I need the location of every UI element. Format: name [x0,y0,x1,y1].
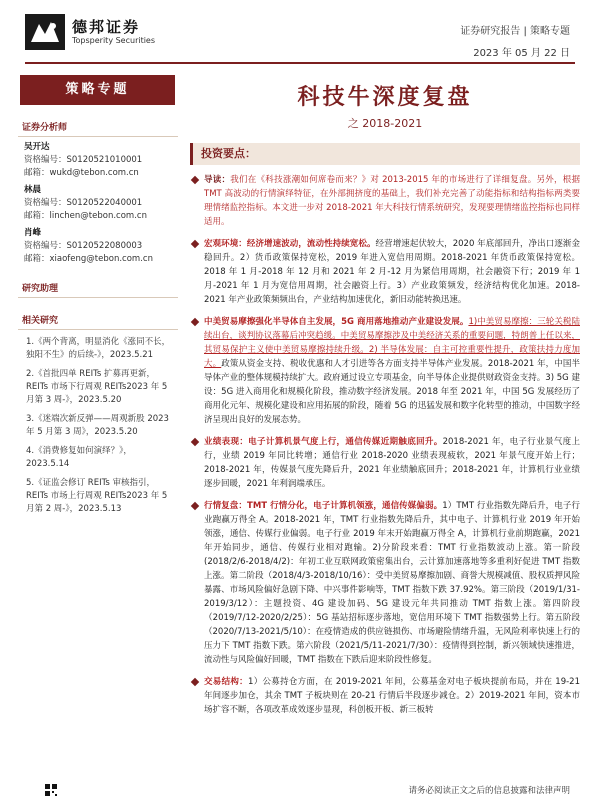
paragraph-intro [190,173,580,229]
report-date: 2023 年 05 月 22 日 [473,48,570,59]
para-highlight: 1)中美贸易摩擦：三轮关税陆续出台，谈判协议落幕后冲突趋缓。中美贸易摩擦涉及中美经济关系的重要问题，特朗普上任以来，其贸易保护主义使中美贸易摩擦持续升级。2) 半导体发展：自主可控重要性提升，政策扶持力度加大。 [204,317,580,369]
analyst-name: 林晨 [24,185,42,195]
diamond-bullet-icon [191,438,199,446]
header-divider [25,62,575,64]
analyst-name: 吴开达 [24,142,50,152]
diamond-bullet-icon [191,240,199,248]
qr-code-icon [45,784,57,796]
analyst-block [18,141,178,266]
analyst-heading: 证券分析师 [18,117,178,137]
analyst-cert: 资格编号：S0120522080003 [24,241,143,251]
diamond-bullet-icon [191,176,199,184]
diamond-bullet-icon [191,502,199,510]
analyst-cert: 资格编号：S0120522040001 [24,198,143,208]
page-footer [0,780,600,800]
para-text: 政策从资金支持、税收优惠和人才引进等各方面支持半导体产业发展。2018-2021 年，中国半导体产业的整体规模持续扩大。政府通过设立专项基金，向半导体企业提供财政资金支持。3) 5G 建设：5G 进入商用化和规模化阶段，推动数字经济发展。2018 年至 2021 年，中国 5G 发展经历了商用化元年、规模化建设和应用拓展的阶段，随着 5G 的迅猛发展和数字化转型的推动，中国数字经济呈现出良好的发展态势。 [204,359,580,425]
para-lead: 交易结构： [204,677,248,687]
related-heading: 相关研究 [18,310,178,330]
diamond-bullet-icon [191,678,199,686]
related-item[interactable]: 3.《迷端次新反弹——周观新股 2023 年 5 月第 3 周》，2023.5.20 [26,414,169,437]
analyst-email[interactable]: 邮箱：linchen@tebon.com.cn [24,211,147,221]
paragraph-industry [190,315,580,427]
paragraph-structure [190,675,580,717]
para-highlight: 我们在《科技涨潮如何席卷而来？》对 2013-2015 年的市场进行了详细复盘。另外，根据 TMT 高波动的行情演绎特征，在外部拥挤度的基础上，我们补充完善了动能指标和结构指标两类要理情绪监控指标。本文进一步对 2018-2021 年大科技行情系统研究，发现要理情绪监控指标也同样适用。 [204,175,580,227]
brand-name-cn: 德邦证券 [72,18,141,36]
paragraph-earnings [190,435,580,491]
paragraph-macro [190,237,580,307]
related-item[interactable]: 4.《消费修复如何演绎？》，2023.5.14 [26,446,132,469]
sidebar [18,70,178,770]
page-title: 科技牛深度复盘 [297,85,473,110]
para-text: 1）TMT 行业指数先降后升，电子行业跑赢万得全 A。2018-2021 年，TMT 行业指数先降后升，其中电子、计算机行业 2019 年开始领涨，通信、传媒行业偏弱。电子行业 2019 年末开始跑赢万得全 A，计算机行业前期跑赢，2021 年开始同步，通信、传媒行业相对跑输。2)分阶段来看：TMT 行业指数波动上涨。第一阶段(2018/2/6-2018/4/2)：年初工业互联网政策密集出台，云计算加速落地等多重利好促进 TMT 指数上涨。第二阶段（2018/4/3-2018/10/16）：受中美贸易摩擦加剧、商誉大规模减值、股权质押风险暴露、市场风险偏好急剧下降、中兴事件影响等，TMT 指数下跌 37.92%。第三阶段（2019/1/31-2019/3/12）：主题投资、4G 建设加码、5G 建设元年共同推动 TMT 指数上涨。第四阶段（2019/7/12-2020/2/25）：5G 基站招标逐步落地，宽信用环境下 TMT 指数强势上行。第五阶段（2020/7/13-2021/5/10）：在疫情造成的供应链损伤、市场避险情绪升温，无风险利率快速上行的压力下 TMT 指数下跌。第六阶段（2021/5/11-2021/7/30）：疫情得到控制，新兴领域快速推进，流动性与风险偏好回暖，TMT 指数在下跌后迎来阶段性修复。 [204,501,580,665]
analyst-email[interactable]: 邮箱：xiaofeng@tebon.com.cn [24,254,153,264]
related-item[interactable]: 1.《两个背离，明显消化《涨同不长，独阳不生》的后续-》，2023.5.21 [26,337,171,360]
para-lead: 业绩表现：电子计算机景气度上行，通信传媒近期触底回升。 [204,437,443,447]
para-text: 1）公募持仓方面，在 2019-2021 年间，公募基金对电子板块提前布局，并在 19-21 年间逐步加仓，其余 TMT 子板块则在 20-21 行情后半段逐步减仓。2）2019-2021 年间，资本市场扩容不断，各项改革成效逐步显现，科创板开板、新三板转 [204,677,580,715]
diamond-bullet-icon [191,318,199,326]
analyst-cert: 资格编号：S0120521010001 [24,155,143,165]
para-lead: 导读： [204,175,231,185]
analyst-name: 肖峰 [24,228,42,238]
main-content [190,70,580,770]
assistant-heading: 研究助理 [18,278,178,298]
page-header [0,0,600,70]
related-item[interactable]: 2.《首批四单 REITs 扩募再更新，REITs 市场下行周观 REITs2023 年 5 月第 3 周-》，2023.5.20 [26,369,168,405]
para-text: 2018-2021 年，电子行业景气度上行，业绩 2019 年同比转增；通信行业 2018-2020 业绩表现疲软，2021 年景气度开始上行；2018-2021 年，传媒景气度先降后升，2021 年业绩触底回升；2018-2021 年，计算机行业业绩逐步回暖，2021 年利润端承压。 [204,437,580,489]
para-lead: 宏观环境：经济增速波动，流动性持续宽松。 [204,239,376,249]
page-subtitle: 之 2018-2021 [347,117,423,130]
para-lead: 中美贸易摩擦强化半导体自主发展，5G 商用落地推动产业建设发展。 [204,317,469,327]
tebon-logo-icon [25,14,65,50]
analyst-email[interactable]: 邮箱：wukd@tebon.com.cn [24,168,139,178]
brand-name-en: Topsperity Securities [72,36,156,45]
related-item[interactable]: 5.《证监会修订 REITs 审核指引，REITs 市场上行周观 REITs2023 年 5 月第 2 周-》，2023.5.13 [26,478,168,514]
para-lead: 行情复盘：TMT 行情分化，电子计算机领涨，通信传媒偏弱。 [204,501,443,511]
report-type: 证券研究报告 | 策略专题 [460,26,570,37]
paragraph-review [190,499,580,667]
section-title: 策略专题 [20,75,175,105]
investment-points-heading: 投资要点： [190,143,580,165]
para-text: 经营增速起伏较大，2020 年底部回升，净出口逐渐金稳回升。2）货币政策保持宽松，2019 年进入宽信用周期。2018-2021 年货币政策保持宽松。2018 年 1 月-2018 年 12 月和 2021 年 2 月-12 月为紧信用周期，社会融资下行；2019 年 1 月-2021 年 1 月为宽信用周期，社会融资上行。3）产业政策频发，经济结构优化加速。2018-2021 年产业政策频频出台，产业结构加速优化，新旧动能转换迅速。 [204,239,580,305]
disclaimer-text: 请务必阅读正文之后的信息披露和法律声明 [408,786,570,796]
